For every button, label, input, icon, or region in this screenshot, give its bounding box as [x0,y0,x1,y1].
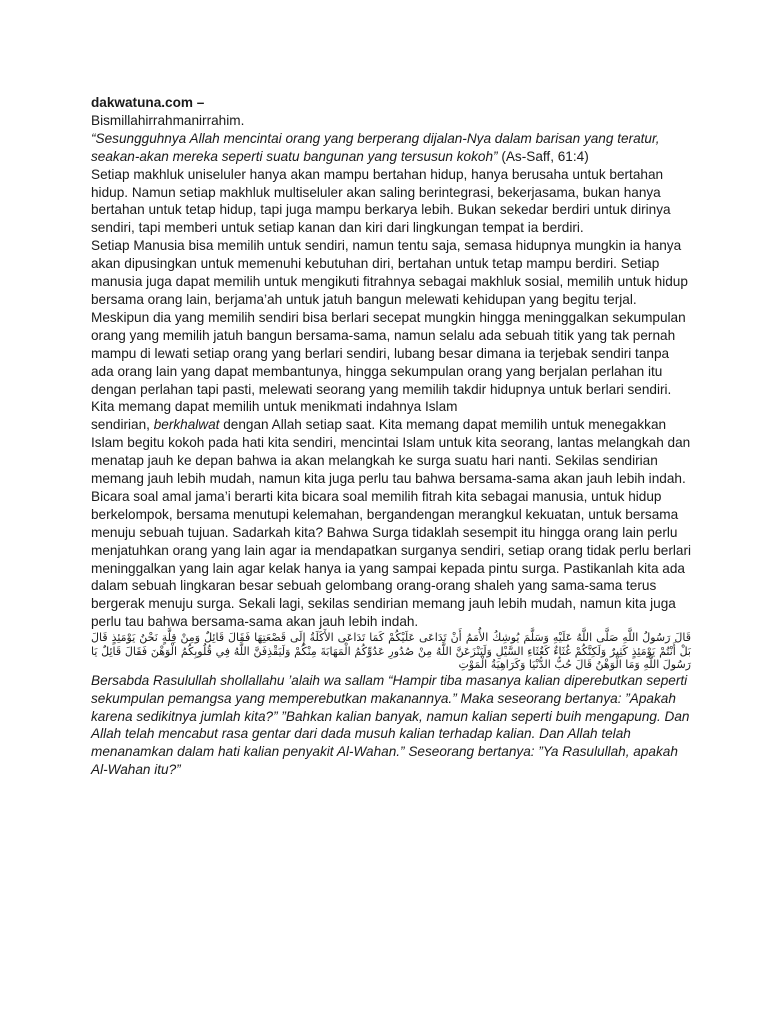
berkhalwat-emphasis: berkhalwat [153,417,220,433]
hadith-translation: Bersabda Rasulullah shollallahu ’alaih wa sallam “Hampir tiba masanya kalian diperebutkan seperti sekumpulan pemangsa yang memperebutkan makanannya.” Maka seseorang bertanya: ”Apakah karena sedikitnya jumlah kita?” ”Bahkan kalian banyak, namun kalian seperti buih mengapung. Dan Allah telah mencabut rasa gentar dari dada musuh kalian terhadap kalian. Dan Allah telah menanamkan dalam hati kalian penyakit Al-Wahan.” Seseorang bertanya: ”Ya Rasulullah, apakah Al-Wahan itu?” [91,672,690,778]
paragraph-1: Setiap makhluk uniseluler hanya akan mampu bertahan hidup, hanya berusaha untuk bertahan hidup. Namun setiap makhluk multiseluler akan saling berintegrasi, bekerjasama, bukan hanya bertahan untuk tetap hidup, tapi juga mampu berkarya lebih. Bukan sekedar berdiri untuk dirinya sendiri, tapi memberi untuk setiap kanan dan kiri dari lingkungan tempat ia berdiri. [91,166,671,236]
bismillah: Bismillahirrahmanirrahim. [91,112,245,128]
paragraph-2: Setiap Manusia bisa memilih untuk sendiri, namun tentu saja, semasa hidupnya mungkin ia hanya akan dipusingkan untuk memenuhi kebutuhan diri, bertahan untuk tetap mampu berdiri. Setiap manusia juga dapat memilih untuk mengikuti fitrahnya sebagai makhluk sosial, memilih untuk hidup bersama orang lain, berjama’ah untuk jatuh bangun melewati kehidupan yang begitu terjal. Meskipun dia yang memilih sendiri bisa berlari secepat mungkin hingga meninggalkan sekumpulan orang yang memilih jatuh bangun bersama-sama, namun selalu ada sebuah titik yang tak pernah mampu di lewati setiap orang yang berlari sendiri, lubang besar dimana ia terjebak sendiri tanpa ada orang lain yang dapat membantunya, hingga sekumpulan orang yang berjalan perlahan itu dengan perlahan tapi pasti, melewati seorang yang memilih takdir hidupnya untuk berlari sendiri. [91,238,688,397]
paragraph-3-text-b: dengan Allah setiap saat. Kita memang dapat memilih untuk menegakkan Islam begitu kokoh pada hati kita sendiri, mencintai Islam untuk kita seorang, lantas melangkah dan menatap jauh ke depan bahwa ia akan melangkah ke surga suatu hari nanti. Sekilas sendirian memang jauh lebih mudah, namun kita juga perlu tau bahwa bersama-sama akan jauh lebih indah. [91,417,691,487]
quote-text: “Sesungguhnya Allah mencintai orang yang berperang dijalan-Nya dalam barisan yang teratur, seakan-akan mereka seperti suatu bangunan yang tersusun kokoh” [91,130,660,164]
source-label: dakwatuna.com – [91,95,205,110]
article-body [91,94,691,779]
arabic-hadith: قَالَ رَسُولُ اللَّهِ صَلَّى اللَّهُ عَلَيْهِ وَسَلَّمَ يُوشِكُ الأُمَمُ أَنْ تَدَاعَى عَلَيْكُمْ كَمَا تَدَاعَى الأَكَلَةُ إِلَى قَصْعَتِهَا فَقَالَ قَائِلٌ وَمِنْ قِلَّةٍ نَحْنُ يَوْمَئِذٍ قَالَ بَلْ أَنْتُمْ يَوْمَئِذٍ كَثِيرٌ وَلَكِنَّكُمْ غُثَاءٌ كَغُثَاءِ السَّيْلِ وَلَيَنْزَعَنَّ اللَّهُ مِنْ صُدُورِ عَدُوِّكُمُ الْمَهَابَةَ مِنْكُمْ وَلَيَقْذِفَنَّ اللَّهُ فِي قُلُوبِكُمُ الْوَهْنَ فَقَالَ قَائِلٌ يَا رَسُولَ اللَّهِ وَمَا الْوَهْنُ قَالَ حُبُّ الدُّنْيَا وَكَرَاهِيَةُ الْمَوْتِ [91,631,691,672]
opening-quote [91,130,691,166]
quote-reference: (As-Saff, 61:4) [497,148,589,164]
paragraph-3 [91,416,691,488]
paragraph-3-text-a: sendirian, [91,417,154,433]
paragraph-4: Bicara soal amal jama’i berarti kita bicara soal memilih fitrah kita sebagai manusia, untuk hidup berkelompok, bersama menutupi kelemahan, bergandengan merangkul kekuatan, untuk bersama menuju sebuah tujuan. Sadarkah kita? Bahwa Surga tidaklah sesempit itu hingga orang lain perlu menjatuhkan orang yang lain agar ia mendapatkan surganya sendiri, setiap orang tidak perlu berlari meninggalkan yang lain agar kelak hanya ia yang sampai kepada pintu surga. Pastikanlah kita ada dalam sebuah lingkaran besar sebuah gelombang orang-orang shaleh yang sama-sama terus bergerak menuju surga. Sekali lagi, sekilas sendirian memang jauh lebih mudah, namun kita juga perlu tau bahwa bersama-sama akan jauh lebih indah. [91,488,692,630]
paragraph-3-line-1: Kita memang dapat memilih untuk menikmati indahnya Islam [91,399,458,415]
